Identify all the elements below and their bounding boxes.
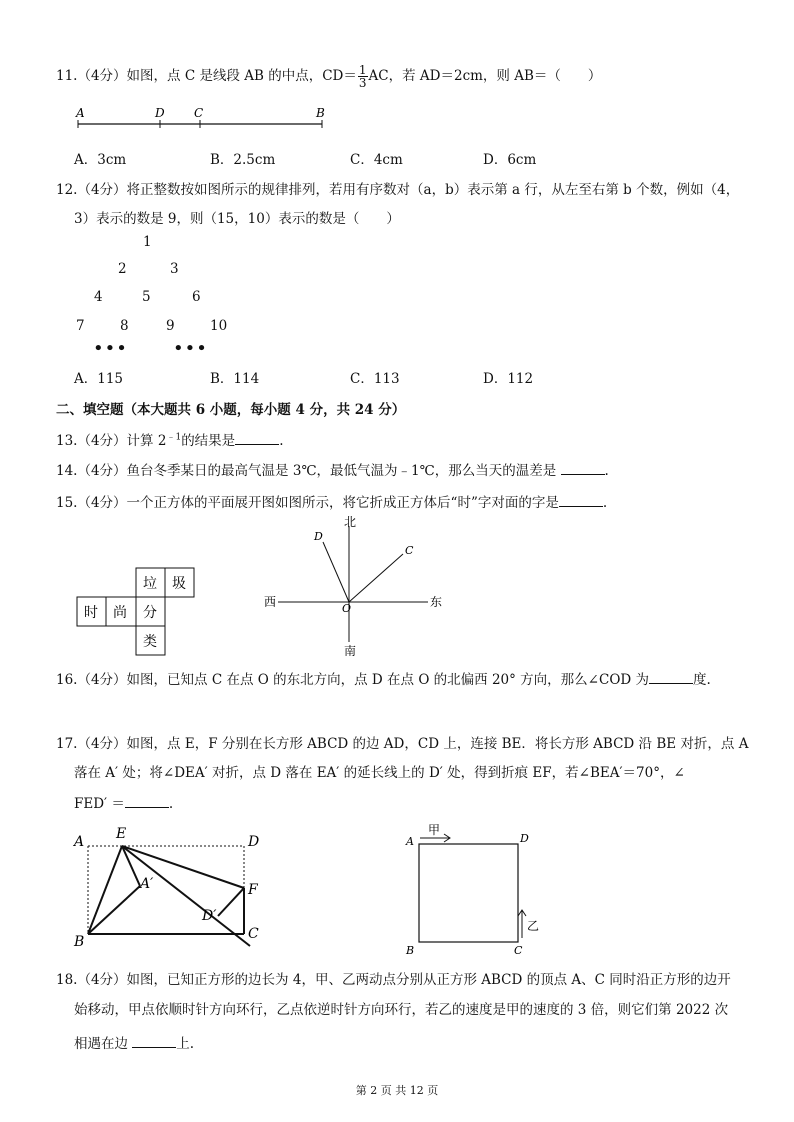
q12-num: 10 <box>210 318 228 334</box>
answer-blank <box>235 432 279 445</box>
q12-stem-line2: 3）表示的数是 9，则（15，10）表示的数是（ ） <box>74 211 400 227</box>
seg-label-b: B <box>316 106 325 120</box>
net-cell: 分 <box>143 605 157 621</box>
section-title: 二、填空题（本大题共 6 小题，每小题 4 分，共 24 分） <box>56 402 406 418</box>
answer-blank <box>125 795 169 808</box>
q12-num: 1 <box>143 234 152 250</box>
net-cell: 尚 <box>113 605 127 621</box>
q12-num: 6 <box>192 289 201 305</box>
fig17-label: C <box>248 926 259 942</box>
fig17-label: E <box>116 826 127 842</box>
q15-stem: 15.（4分）一个正方体的平面展开图如图所示，将它折成正方体后“时”字对面的字是 . <box>56 495 608 511</box>
q11-option-b[interactable]: B．2.5cm <box>210 152 276 168</box>
compass-west: 西 <box>264 595 277 609</box>
seg-label-a: A <box>76 106 85 120</box>
compass-c: C <box>405 544 414 557</box>
compass-east: 东 <box>430 595 443 609</box>
q11-segment-figure <box>70 104 340 132</box>
net-cell: 垃 <box>143 576 157 592</box>
compass-d: D <box>314 530 323 543</box>
compass-south: 南 <box>344 644 357 658</box>
fig18-label: B <box>406 944 415 957</box>
q12-stem-line1: 12.（4分）将正整数按如图所示的规律排列，若用有序数对（a，b）表示第 a 行，从左至右第 b 个数，例如（4， <box>56 182 740 198</box>
fig17-label: B <box>74 934 85 950</box>
fig17-label: A′ <box>140 876 154 892</box>
q12-num: 9 <box>166 318 175 334</box>
fig18-label: A <box>406 835 414 848</box>
q13-stem: 13.（4分）计算 $2^{﹣1}$的结果是 . <box>56 432 284 449</box>
q12-ellipsis: ••• <box>93 338 128 359</box>
compass-north: 北 <box>344 515 357 529</box>
q16-stem: 16.（4分）如图，已知点 C 在点 O 的东北方向，点 D 在点 O 的北偏西 20° 方向，那么∠COD 为 度. <box>56 672 711 688</box>
net-cell: 类 <box>143 634 157 650</box>
answer-blank <box>559 494 603 507</box>
answer-blank <box>132 1035 176 1048</box>
fig18-label: 甲 <box>428 823 441 837</box>
q12-option-d[interactable]: D．112 <box>483 371 534 387</box>
seg-label-d: D <box>155 106 165 120</box>
q12-option-a[interactable]: A．115 <box>74 371 124 387</box>
fold-rectangle-figure <box>72 822 272 954</box>
q14-stem: 14.（4分）鱼台冬季某日的最高气温是 3℃，最低气温为﹣1℃，那么当天的温差是 . <box>56 463 609 479</box>
q11-option-d[interactable]: D．6cm <box>483 152 537 168</box>
fig17-label: A <box>74 834 85 850</box>
q12-num: 4 <box>94 289 103 305</box>
fig18-label: D <box>520 832 529 845</box>
fig17-label: D <box>248 834 260 850</box>
fig17-label: D′ <box>202 908 217 924</box>
answer-blank <box>561 462 605 475</box>
q12-num: 3 <box>170 261 179 277</box>
cube-net-figure <box>76 567 196 659</box>
answer-blank <box>649 671 693 684</box>
q12-num: 2 <box>118 261 127 277</box>
net-cell: 时 <box>84 605 98 621</box>
q12-ellipsis: ••• <box>173 338 208 359</box>
net-cell: 圾 <box>172 576 186 592</box>
q12-num: 7 <box>76 318 85 334</box>
q12-option-c[interactable]: C．113 <box>350 371 400 387</box>
compass-figure <box>258 514 448 660</box>
seg-label-c: C <box>194 106 204 120</box>
q12-num: 8 <box>120 318 129 334</box>
q17-stem-line1: 17.（4分）如图，点 E，F 分别在长方形 ABCD 的边 AD，CD 上，连接 BE．将长方形 ABCD 沿 BE 对折，点 A <box>56 736 749 752</box>
q11-fraction: $\frac{1}{3}$ <box>358 63 367 90</box>
q17-stem-line2: 落在 A′ 处；将∠DEA′ 对折，点 D 落在 EA′ 的延长线上的 D′ 处，得到折痕 EF，若∠BEA′＝70°，∠ <box>74 765 685 781</box>
q11-option-a[interactable]: A．3cm <box>74 152 127 168</box>
fig17-label: F <box>248 882 258 898</box>
q12-option-b[interactable]: B．114 <box>210 371 260 387</box>
q18-stem-line3: 相遇在边 上. <box>74 1036 195 1052</box>
q18-stem-line2: 始移动，甲点依顺时针方向环行，乙点依逆时针方向环行，若乙的速度是甲的速度的 3 倍，则它们第 2022 次 <box>74 1002 729 1018</box>
q11-option-c[interactable]: C．4cm <box>350 152 403 168</box>
square-path-figure <box>400 820 542 960</box>
q12-num: 5 <box>142 289 151 305</box>
q18-stem-line1: 18.（4分）如图，已知正方形的边长为 4，甲、乙两动点分别从正方形 ABCD 的顶点 A、C 同时沿正方形的边开 <box>56 972 731 988</box>
fig18-label: 乙 <box>527 919 540 933</box>
q17-stem-line3: FED′ ＝ . <box>74 796 174 812</box>
fig18-label: C <box>514 944 523 957</box>
page-footer: 第 2 页 共 12 页 <box>355 1084 439 1097</box>
compass-o: O <box>342 602 352 615</box>
q11-stem: 11.（4分）如图，点 C 是线段 AB 的中点，CD＝ $\frac{1}{3}$ AC，若 AD＝2cm，则 AB＝（ ） <box>56 63 602 90</box>
